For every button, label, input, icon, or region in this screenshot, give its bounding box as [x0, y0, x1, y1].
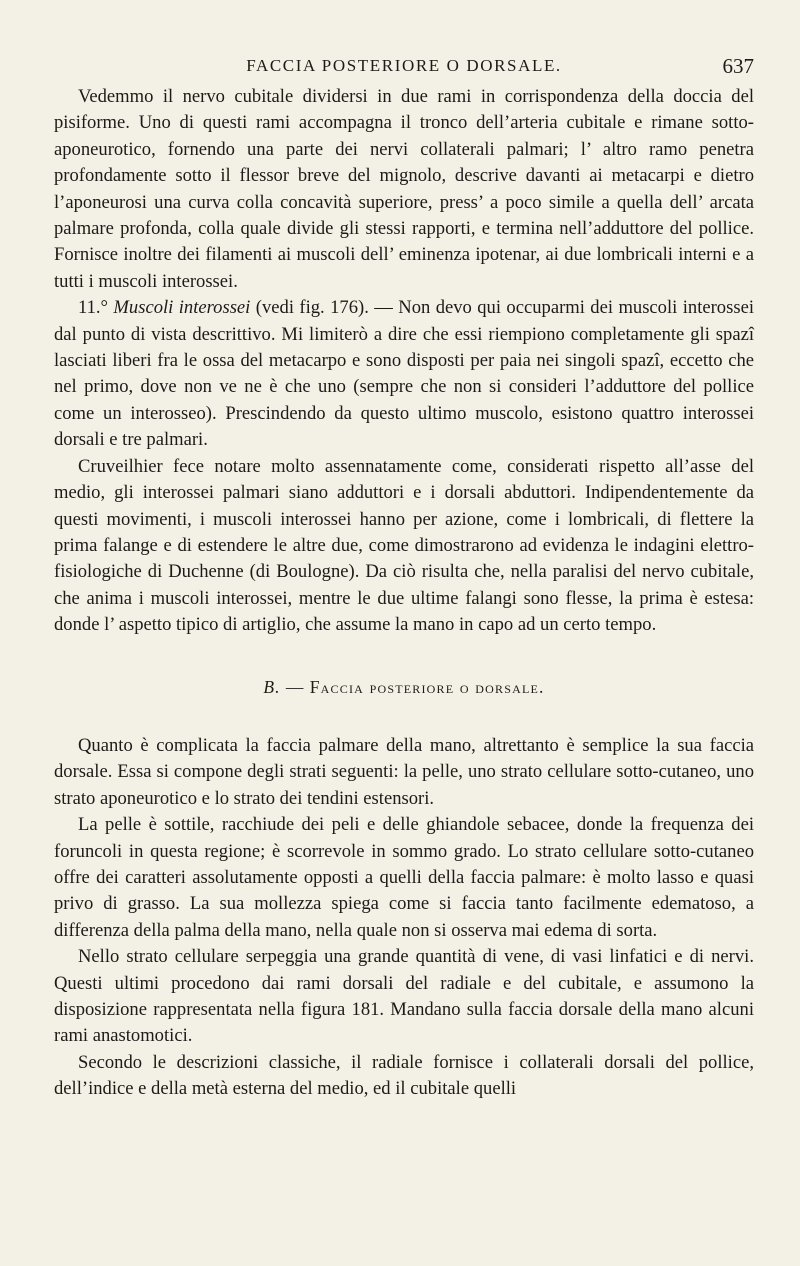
paragraph-muscoli-interossei — [54, 295, 754, 453]
paragraph-pelle: La pelle è sottile, racchiude dei peli e delle ghiandole sebacee, donde la frequenza dei foruncoli in questa regione; è scorrevole in sommo grado. Lo strato cellulare sotto-cutaneo offre dei caratteri assolutamente opposti a quelli della faccia palmare: è molto lasso e quasi privo di grasso. La sua mollezza spiega come si faccia tanto facilmente edematoso, a differenza della palma della mano, nella quale non si osserva mai edema di sorta. — [54, 814, 754, 941]
body-text — [54, 84, 754, 1103]
section-heading — [54, 674, 754, 700]
section-title: Muscoli interossei — [113, 297, 251, 319]
paragraph-faccia-dorsale: Quanto è complicata la faccia palmare della mano, altrettanto è semplice la sua faccia dorsale. Essa si compone degli strati seguenti: la pelle, uno strato cellulare sotto-cutaneo, uno strato aponeurotico e lo strato dei tendini estensori. — [54, 734, 754, 809]
running-head — [54, 56, 754, 82]
paragraph-cruveilhier: Cruveilhier fece notare molto assennatamente come, considerati rispetto all’asse del medio, gli interossei palmari siano adduttori e i dorsali abduttori. Indipendentemente da questi movimenti, i muscoli interossei hanno per azione, come i lombricali, di flettere la prima falange e di estendere le altre due, come dimostrarono ad evidenza le indagini elettro-fisiologiche di Duchenne (di Boulogne). Da ciò risulta che, nella paralisi del nervo cubitale, che anima i muscoli interossei, mentre le due ultime falangi sono flesse, la prima è estesa: donde l’ aspetto tipico di artiglio, che assume la mano in capo ad un certo tempo. — [54, 455, 754, 636]
section-number: 11.° — [78, 297, 108, 319]
section-label: B. — [263, 676, 281, 697]
section-heading-title: Faccia posteriore o dorsale. — [309, 676, 545, 697]
running-title: FACCIA POSTERIORE O DORSALE. — [246, 56, 562, 75]
paragraph-strato-cellulare: Nello strato cellulare serpeggia una grande quantità di vene, di vasi linfatici e di nervi. Questi ultimi procedono dai rami dorsali del radiale e del cubitale, e assumono la disposizione rappresentata nella figura 181. Mandano sulla faccia dorsale della mano alcuni rami anastomotici. — [54, 946, 754, 1047]
paragraph-nervo-cubitale: Vedemmo il nervo cubitale dividersi in due rami in corrispondenza della doccia del pisiforme. Uno di questi rami accompagna il tronco dell’arteria cubitale e rimane sotto-aponeurotico, fornendo una parte dei nervi collaterali palmari; l’ altro ramo penetra profondamente sotto il flessor breve del mignolo, descrive davanti ai metacarpi e dietro l’aponeurosi una curva colla concavità superiore, press’ a poco simile a quella dell’ arcata palmare profonda, colla quale divide gli stessi rapporti, e termina nell’adduttore del pollice. Fornisce inoltre dei filamenti ai muscoli dell’ eminenza ipotenar, ai due lombricali interni e a tutti i muscoli interossei. — [54, 86, 754, 292]
paragraph-text: (vedi fig. 176). — Non devo qui occuparmi dei muscoli interossei dal punto di vista descrittivo. Mi limiterò a dire che essi riempiono completamente gli spazî lasciati liberi fra le ossa del metacarpo e sono disposti per paia nei singoli spazî, eccetto che nel primo, dove non ve ne è che uno (sempre che non si consideri l’adduttore del pollice come un interosseo). Prescindendo da questo ultimo muscolo, esistono quattro interossei dorsali e tre palmari. — [54, 297, 754, 451]
page-number: 637 — [722, 54, 754, 78]
section-dash: — — [285, 676, 305, 697]
paragraph-descrizioni-classiche: Secondo le descrizioni classiche, il radiale fornisce i collaterali dorsali del pollice, dell’indice e della metà esterna del medio, ed il cubitale quelli — [54, 1051, 754, 1100]
